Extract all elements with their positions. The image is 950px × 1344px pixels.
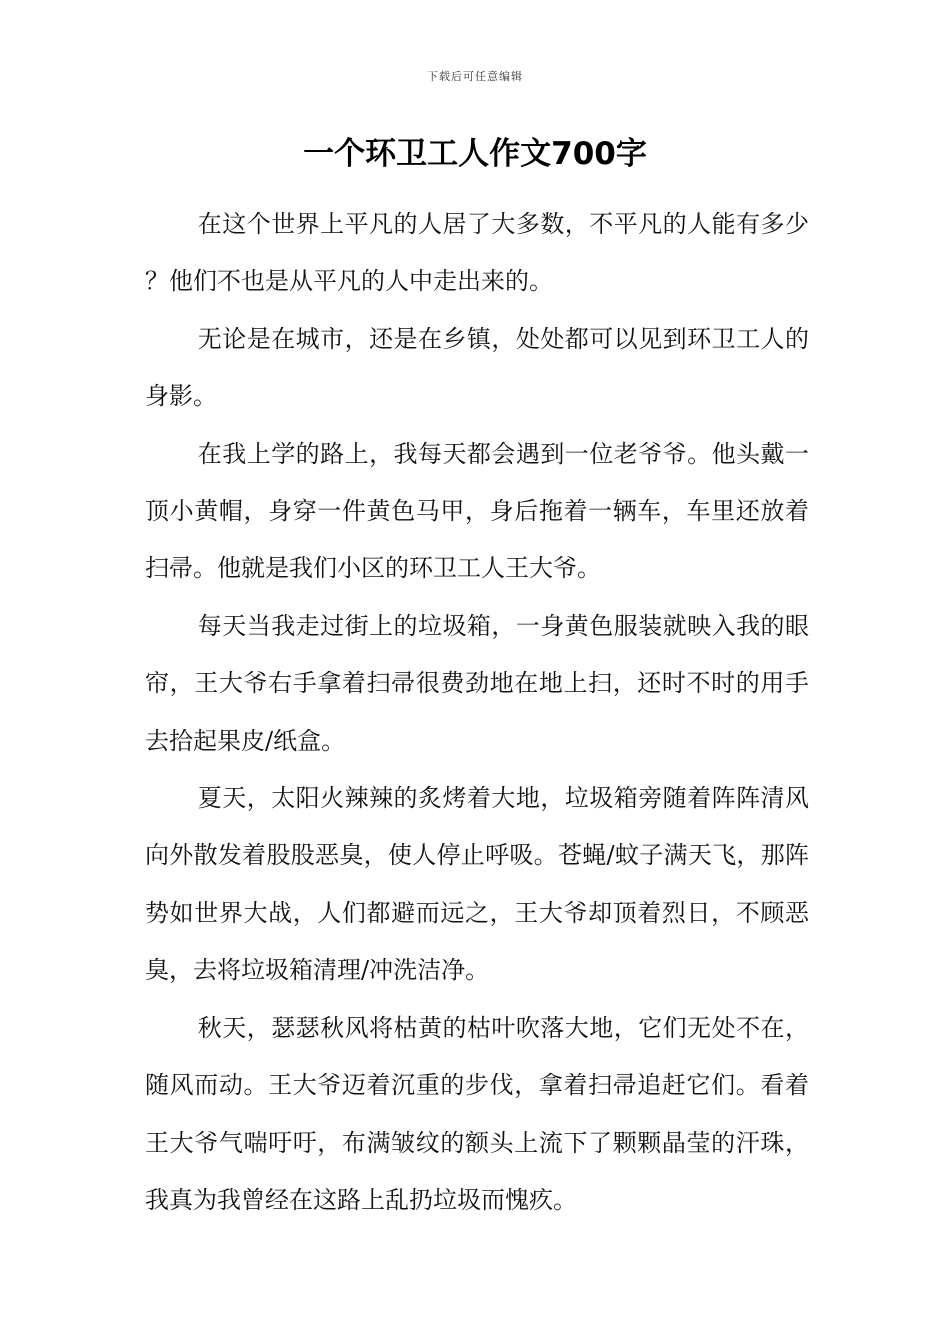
paragraph: 在这个世界上平凡的人居了大多数，不平凡的人能有多少？他们不也是从平凡的人中走出来的。 (145, 210, 809, 296)
paragraph: 夏天，太阳火辣辣的炙烤着大地，垃圾箱旁随着阵阵清风向外散发着股股恶臭，使人停止呼吸。苍蝇/蚊子满天飞，那阵势如世界大战，人们都避而远之，王大爷却顶着烈日，不顾恶臭，去将垃圾箱清理/冲洗洁净。 (145, 784, 809, 985)
article-body (145, 196, 809, 1229)
header-note: 下载后可任意编辑 (427, 70, 523, 83)
paragraph: 在我上学的路上，我每天都会遇到一位老爷爷。他头戴一顶小黄帽，身穿一件黄色马甲，身后拖着一辆车，车里还放着扫帚。他就是我们小区的环卫工人王大爷。 (145, 439, 809, 583)
paragraph: 无论是在城市，还是在乡镇，处处都可以见到环卫工人的身影。 (145, 324, 809, 411)
paragraph: 秋天，瑟瑟秋风将枯黄的枯叶吹落大地，它们无处不在，随风而动。王大爷迈着沉重的步伐，拿着扫帚追赶它们。看着王大爷气喘吁吁，布满皱纹的额头上流下了颗颗晶莹的汗珠，我真为我曾经在这路上乱扔垃圾而愧疚。 (145, 1013, 809, 1214)
page-title: 一个环卫工人作文700字 (303, 136, 647, 172)
paragraph: 每天当我走过街上的垃圾箱，一身黄色服装就映入我的眼帘，王大爷右手拿着扫帚很费劲地在地上扫，还时不时的用手去拾起果皮/纸盒。 (145, 611, 809, 755)
